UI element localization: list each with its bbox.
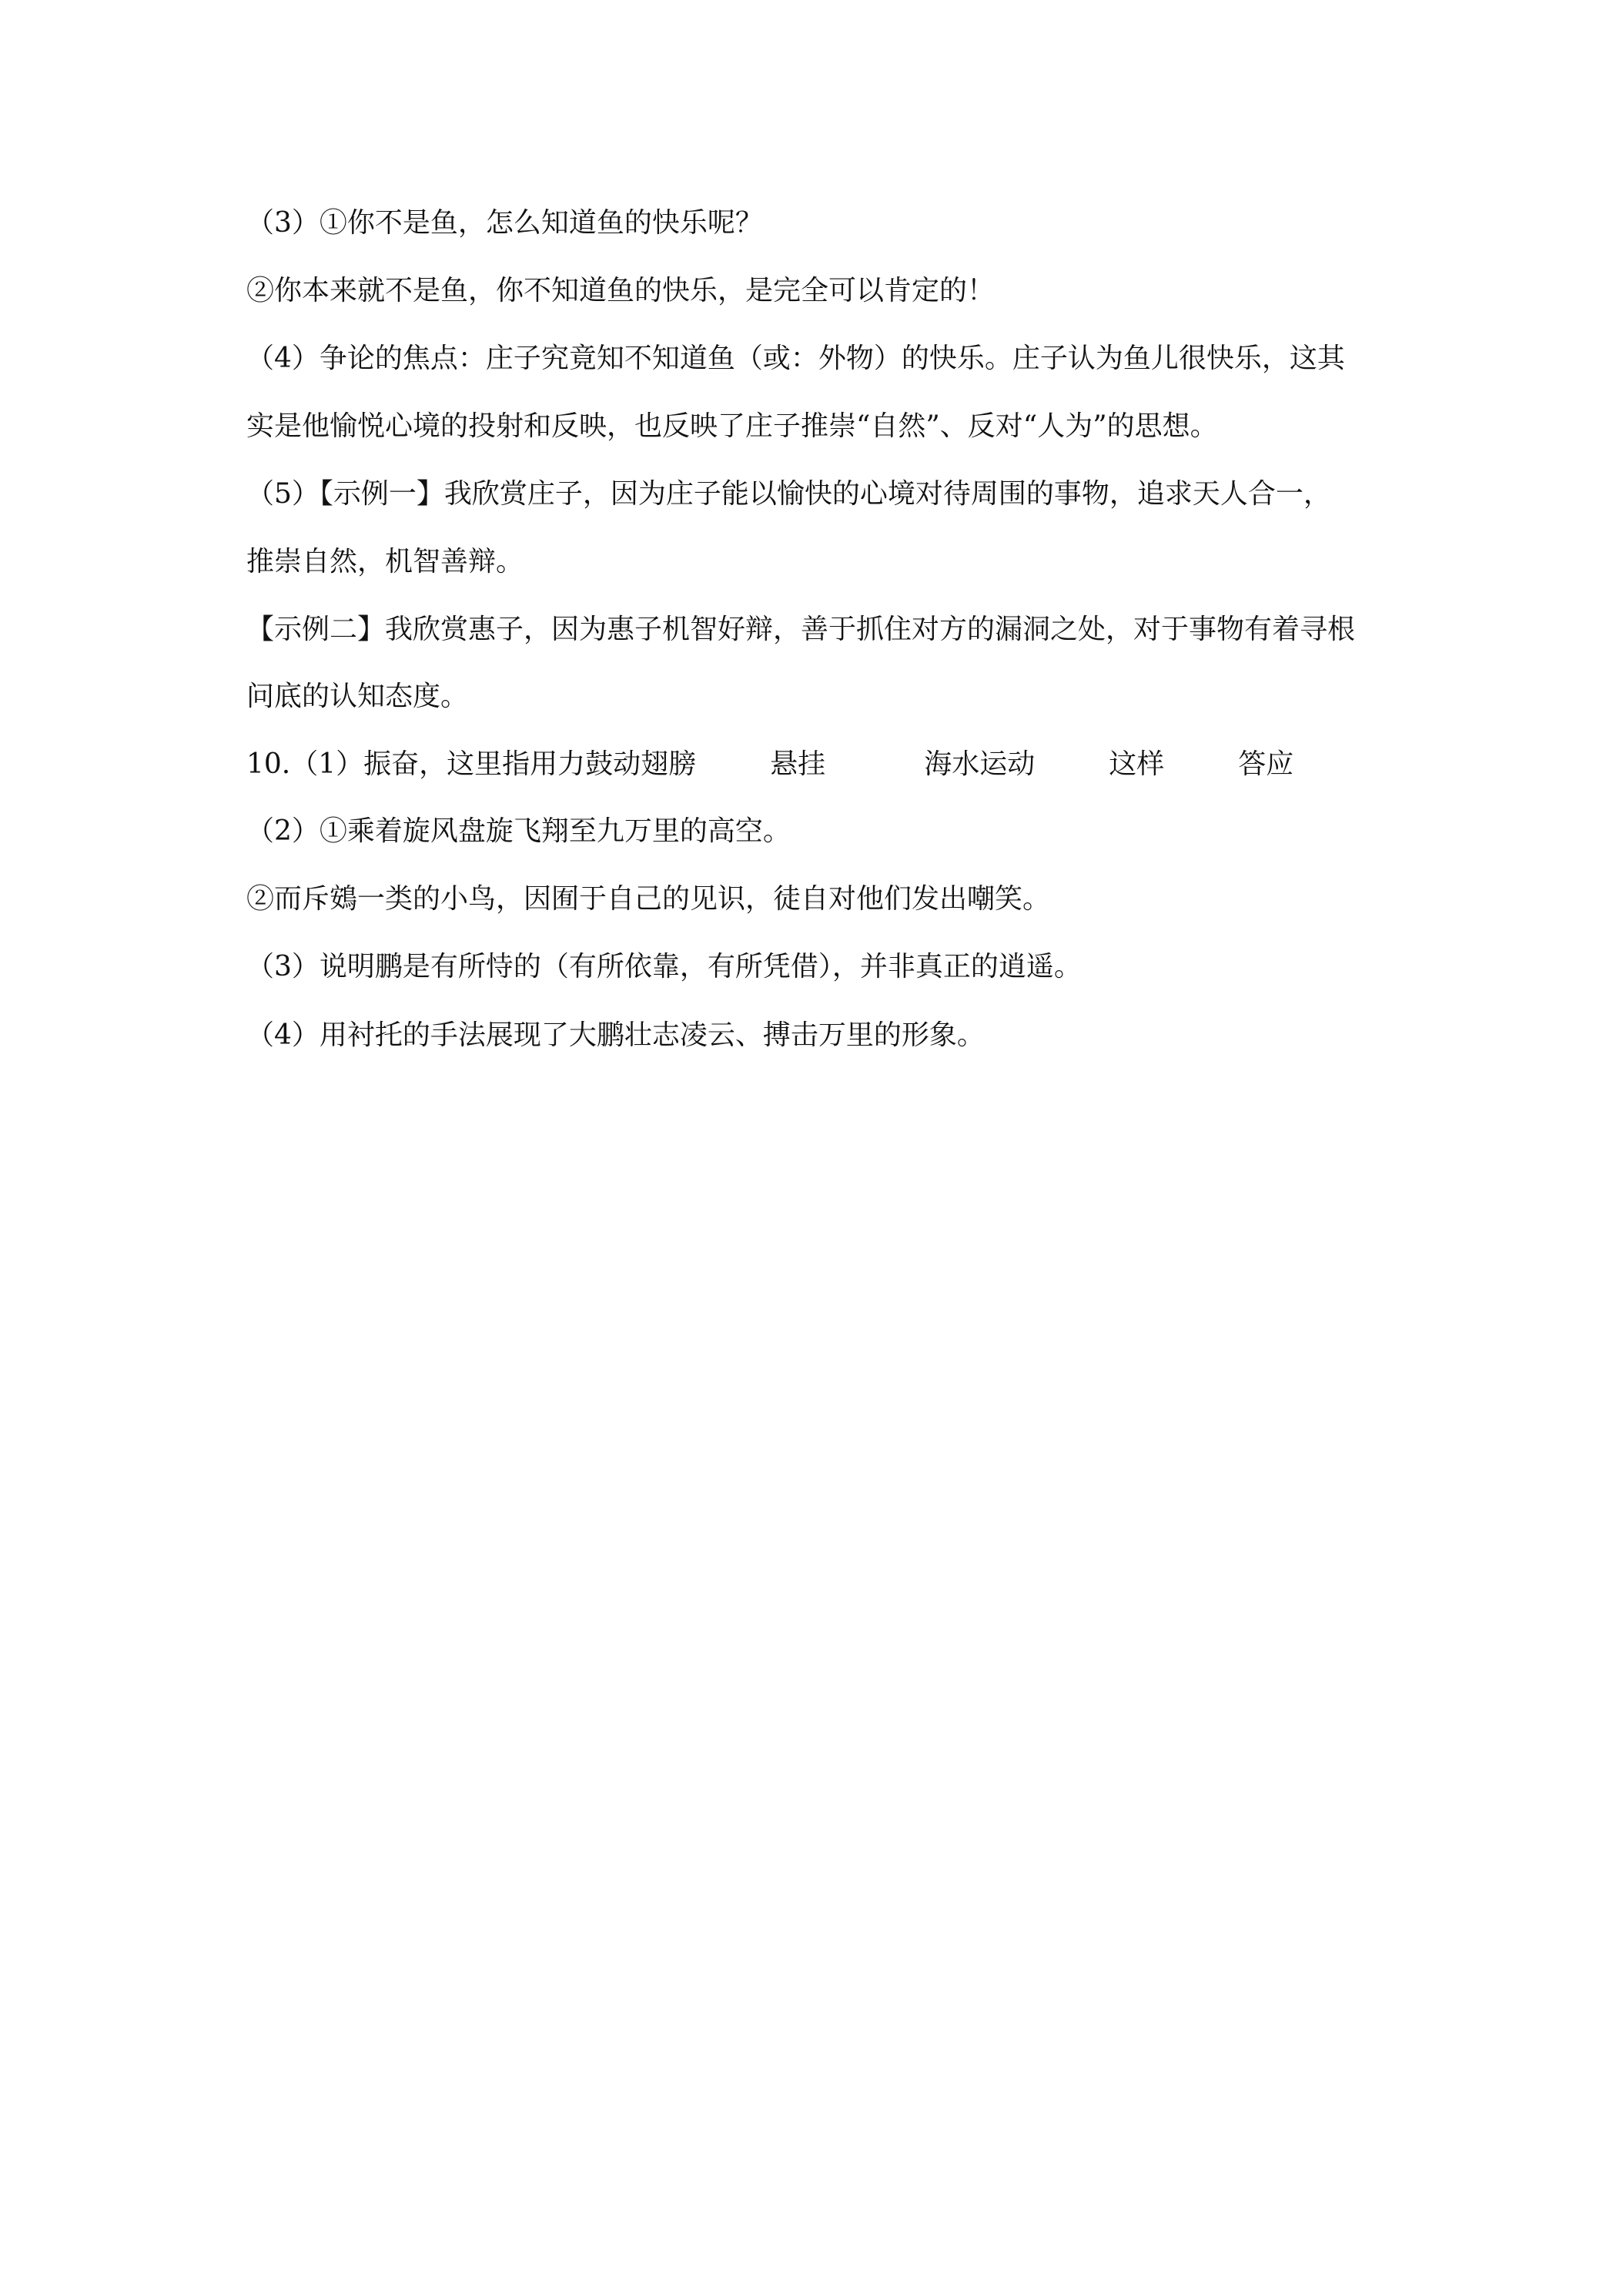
- answer-9-4-line-2: 实是他愉悦心境的投射和反映，也反映了庄子推崇“自然”、反对“人为”的思想。: [246, 410, 1218, 442]
- answer-9-4-line-1: （4）争论的焦点：庄子究竟知不知道鱼（或：外物）的快乐。庄子认为鱼儿很快乐，这其: [246, 343, 1345, 374]
- answer-9-5-line-3: 【示例二】我欣赏惠子，因为惠子机智好辩，善于抓住对方的漏洞之处，对于事物有着寻根: [246, 614, 1356, 645]
- answer-10-1-word-4: 这样: [1109, 748, 1165, 780]
- answer-9-5-line-4: 问底的认知态度。: [246, 681, 469, 712]
- answer-9-5-line-2: 推崇自然，机智善辩。: [246, 546, 524, 577]
- answer-9-3-line-1: （3）①你不是鱼，怎么知道鱼的快乐呢？: [246, 207, 763, 239]
- answer-10-4: （4）用衬托的手法展现了大鹏壮志凌云、搏击万里的形象。: [246, 1019, 985, 1051]
- answer-10-1-word-2: 悬挂: [770, 748, 826, 780]
- answer-10-1: [246, 749, 1293, 780]
- answer-10-2-line-1: （2）①乘着旋风盘旋飞翔至九万里的高空。: [246, 815, 791, 847]
- answer-10-3: （3）说明鹏是有所恃的（有所依靠，有所凭借），并非真正的逍遥。: [246, 951, 1082, 982]
- answer-10-1-word-1: 10.（1）振奋，这里指用力鼓动翅膀: [246, 748, 697, 780]
- answer-10-1-word-3: 海水运动: [924, 748, 1036, 780]
- answer-10-1-word-5: 答应: [1238, 748, 1294, 780]
- answer-10-2-line-2: ②而斥鴳一类的小鸟，因囿于自己的见识，徒自对他们发出嘲笑。: [246, 883, 1051, 915]
- answer-9-3-line-2: ②你本来就不是鱼，你不知道鱼的快乐，是完全可以肯定的！: [246, 275, 996, 306]
- answer-9-5-line-1: （5）【示例一】我欣赏庄子，因为庄子能以愉快的心境对待周围的事物，追求天人合一，: [246, 478, 1331, 510]
